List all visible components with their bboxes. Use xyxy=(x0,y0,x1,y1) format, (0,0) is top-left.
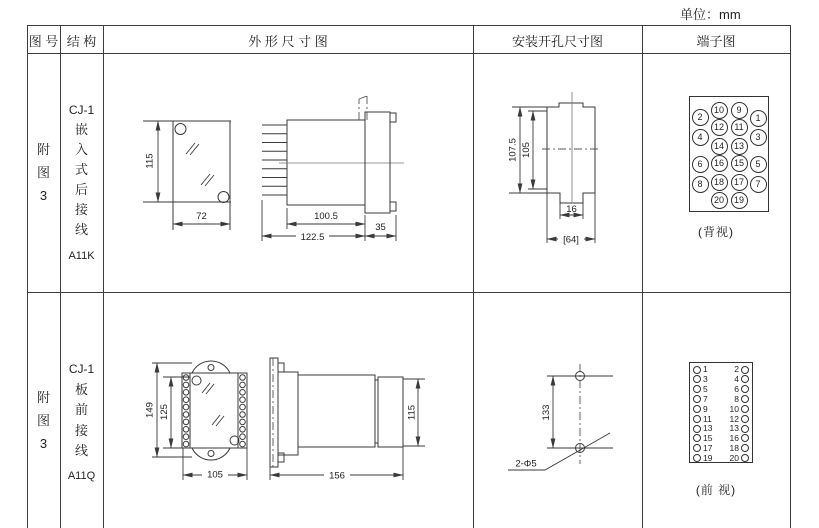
glass-hatch-icon xyxy=(186,143,214,186)
structure-char: 嵌 xyxy=(74,122,88,137)
structure-char: 前 xyxy=(74,402,88,417)
relay-body xyxy=(298,375,375,447)
case-code: A11K xyxy=(68,250,95,262)
mounting-drawing-row2 xyxy=(473,292,642,528)
col-divider-4 xyxy=(642,25,643,528)
dim-front-height: 115 xyxy=(144,153,156,169)
terminal-row xyxy=(690,394,752,404)
terminal-hole-icon xyxy=(693,405,701,413)
relay-body xyxy=(287,120,365,205)
terminal-row xyxy=(690,374,752,384)
dim-side-length: 156 xyxy=(329,470,345,482)
model-code: CJ-1 xyxy=(68,103,95,117)
figure-char: 图 xyxy=(36,165,50,180)
terminal-hole-icon xyxy=(741,444,749,452)
figure-char: 3 xyxy=(39,188,48,203)
terminal-hole-icon xyxy=(693,415,701,423)
header-mounting: 安装开孔尺寸图 xyxy=(511,34,603,49)
terminal-circle: 2 xyxy=(692,109,709,126)
terminal-number: 7 xyxy=(703,393,708,404)
terminal-circle: 19 xyxy=(731,192,748,209)
structure-char: 接 xyxy=(74,202,88,217)
terminal-circle: 17 xyxy=(731,174,748,191)
terminal-number: 8 xyxy=(734,393,739,404)
dim-front-inner: 125 xyxy=(159,404,171,420)
unit-label: 单位：mm xyxy=(680,7,741,22)
mount-hole-icon xyxy=(192,376,201,385)
hole-size-label: 2-Φ5 xyxy=(515,458,537,470)
model-code: CJ-1 xyxy=(68,362,95,376)
terminal-grid-front xyxy=(689,362,753,463)
terminal-hole-icon xyxy=(693,425,701,433)
front-bezel xyxy=(278,372,298,455)
terminal-number: 16 xyxy=(729,433,739,444)
terminal-circle: 16 xyxy=(711,155,728,172)
dim-side-total: 122.5 xyxy=(300,232,325,243)
dim-notch-width: 16 xyxy=(566,204,577,215)
mounting-plate xyxy=(270,358,278,467)
terminal-number: 19 xyxy=(703,452,713,463)
side-view xyxy=(270,358,425,482)
terminal-hole-icon xyxy=(693,444,701,452)
flange xyxy=(365,112,390,213)
header-figure: 图 号 xyxy=(28,34,59,49)
front-view xyxy=(143,121,231,230)
dim-side-flange: 35 xyxy=(375,222,386,233)
terminal-pins-icon xyxy=(262,125,287,195)
header-structure: 结 构 xyxy=(66,34,97,49)
dim-front-width: 72 xyxy=(196,211,207,222)
structure-row1 xyxy=(60,100,103,266)
dim-cutout-outer-height: 107.5 xyxy=(507,138,519,162)
structure-char: 式 xyxy=(74,162,88,177)
structure-char: 接 xyxy=(74,422,88,438)
terminal-number: 12 xyxy=(729,413,739,424)
figure-no-row1 xyxy=(27,138,60,207)
figure-char: 图 xyxy=(36,413,50,428)
cutout-view xyxy=(508,92,598,246)
terminal-hole-icon xyxy=(693,366,701,374)
structure-row2 xyxy=(60,359,103,486)
terminal-row xyxy=(690,433,752,443)
mount-hole-icon xyxy=(175,124,186,135)
terminal-circle: 20 xyxy=(711,192,728,209)
terminal-circle: 13 xyxy=(731,138,748,155)
header-outline: 外 形 尺 寸 图 xyxy=(248,34,328,49)
terminal-circle: 8 xyxy=(692,176,709,193)
terminal-row xyxy=(690,424,752,434)
terminal-number: 13 xyxy=(703,423,713,434)
terminal-number: 9 xyxy=(703,403,708,414)
terminal-hole-icon xyxy=(693,454,701,462)
dim-cutout-width: [64] xyxy=(563,234,579,246)
ear-hole-icon xyxy=(208,365,214,371)
terminal-hole-icon xyxy=(741,385,749,393)
terminal-hole-icon xyxy=(741,366,749,374)
structure-char: 线 xyxy=(74,222,88,237)
terminal-circle: 4 xyxy=(692,129,709,146)
terminal-circle: 12 xyxy=(711,119,728,136)
terminal-row xyxy=(690,453,752,463)
terminal-hole-icon xyxy=(741,405,749,413)
terminal-hole-icon xyxy=(741,395,749,403)
terminal-number: 4 xyxy=(734,374,739,385)
structure-char: 线 xyxy=(74,443,88,458)
terminal-hole-icon xyxy=(741,454,749,462)
terminal-number: 11 xyxy=(703,413,712,424)
mount-hole-icon xyxy=(218,192,229,203)
structure-char: 入 xyxy=(74,142,88,157)
figure-char: 附 xyxy=(36,390,50,405)
figure-no-row2 xyxy=(27,386,60,455)
terminal-number: 17 xyxy=(703,443,713,454)
terminal-circle: 15 xyxy=(731,155,748,172)
glass-hatch-icon xyxy=(202,383,224,426)
terminal-number: 1 xyxy=(703,364,708,375)
terminal-circle: 14 xyxy=(711,138,728,155)
front-view xyxy=(145,361,247,481)
table-top-border xyxy=(27,25,790,26)
mounting-drawing-row1 xyxy=(473,53,642,292)
rear-section xyxy=(378,377,403,447)
terminal-hole-icon xyxy=(693,385,701,393)
dim-side-height: 115 xyxy=(406,404,418,421)
terminal-circle: 9 xyxy=(731,102,748,119)
terminal-hole-icon xyxy=(741,434,749,442)
terminal-number: 20 xyxy=(729,452,739,463)
panel-cutout xyxy=(547,103,595,203)
view-label-rear: (背视) xyxy=(698,225,734,239)
terminal-hole-icon xyxy=(693,434,701,442)
terminal-row xyxy=(690,365,752,375)
ear-hole-icon xyxy=(208,451,214,457)
terminal-number: 15 xyxy=(703,433,713,444)
terminal-number: 3 xyxy=(703,374,708,385)
terminal-circle: 5 xyxy=(750,156,767,173)
terminal-hole-icon xyxy=(741,375,749,383)
dim-side-body: 100.5 xyxy=(314,211,338,222)
terminal-circle: 6 xyxy=(692,156,709,173)
dim-hole-spacing: 133 xyxy=(541,404,553,421)
header-terminal: 端子图 xyxy=(696,34,736,49)
terminal-circle: 3 xyxy=(750,129,767,146)
terminal-circle: 10 xyxy=(711,102,728,119)
outline-drawing-row2 xyxy=(103,292,473,528)
terminal-number: 2 xyxy=(734,364,739,375)
terminal-row xyxy=(690,404,752,414)
case-code: A11Q xyxy=(67,469,96,482)
terminal-circle: 11 xyxy=(731,119,748,136)
figure-char: 附 xyxy=(36,142,50,157)
terminal-number: 10 xyxy=(729,403,739,414)
figure-char: 3 xyxy=(39,436,48,451)
dim-cutout-inner-height: 105 xyxy=(521,142,533,158)
outline-drawing-row1 xyxy=(103,53,473,292)
latch-handle-icon xyxy=(359,96,367,120)
terminal-row xyxy=(690,384,752,394)
terminal-row xyxy=(690,414,752,424)
terminal-number: 6 xyxy=(734,383,739,394)
terminal-number: 18 xyxy=(729,443,739,454)
terminal-hole-icon xyxy=(693,375,701,383)
terminal-circle: 7 xyxy=(750,176,767,193)
table-right-border xyxy=(790,25,791,528)
terminal-circle: 18 xyxy=(711,174,728,191)
dim-front-width: 105 xyxy=(207,469,223,481)
side-view xyxy=(262,96,404,243)
drill-holes-view xyxy=(508,364,613,470)
mount-ear-top xyxy=(192,361,230,373)
mount-ear-bottom xyxy=(192,448,230,460)
terminal-hole-icon xyxy=(741,415,749,423)
terminal-hole-icon xyxy=(741,425,749,433)
view-label-front: (前 视) xyxy=(695,483,737,497)
terminal-number: 5 xyxy=(703,383,708,394)
terminal-grid-rear xyxy=(689,96,769,212)
terminal-circle: 1 xyxy=(750,110,767,127)
terminal-number: 13 xyxy=(729,423,739,434)
terminal-row xyxy=(690,443,752,453)
terminal-hole-icon xyxy=(693,395,701,403)
structure-char: 板 xyxy=(74,381,88,397)
structure-char: 后 xyxy=(74,182,88,197)
dim-front-outer: 149 xyxy=(144,402,156,418)
